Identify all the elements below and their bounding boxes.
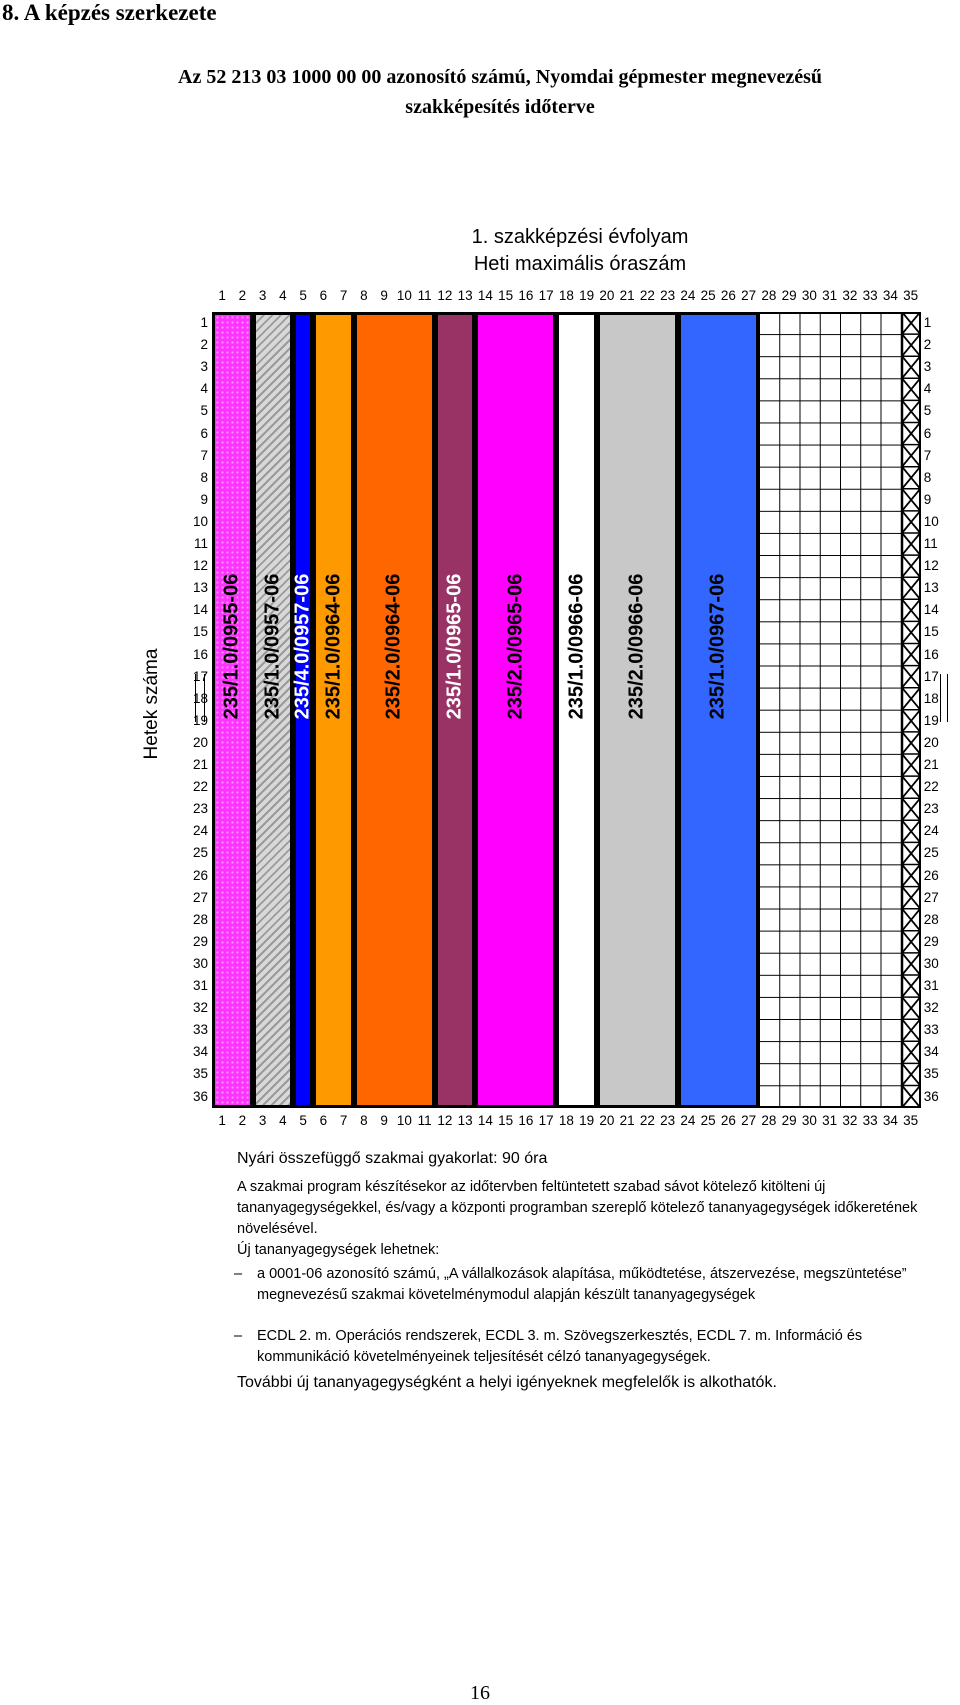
section-heading: 8. A képzés szerkezete — [2, 0, 217, 25]
hour-column-number-top: 5 — [299, 288, 307, 303]
week-row-number-right: 22 — [923, 779, 939, 795]
hour-column-number-top: 30 — [801, 288, 817, 303]
week-row-number-right: 34 — [923, 1044, 939, 1060]
week-row-number-right: 20 — [923, 734, 939, 750]
hour-column-number-top: 21 — [619, 288, 635, 303]
module-code-label: 235/2.0/0965-06 — [504, 573, 527, 720]
week-row-number-right: 25 — [923, 845, 939, 861]
document-title-line2: szakképesítés időterve — [405, 96, 595, 118]
hour-column-number-top: 12 — [437, 288, 453, 303]
hour-column-number-bottom: 4 — [279, 1112, 287, 1128]
module-band-5 — [354, 312, 435, 1108]
page-number: 16 — [470, 1682, 490, 1704]
hour-column-number-top: 35 — [903, 288, 919, 303]
hour-column-number-top: 11 — [417, 288, 432, 303]
hour-column-number-bottom: 27 — [741, 1112, 757, 1128]
hour-column-number-top: 31 — [822, 288, 838, 303]
hour-column-number-top: 34 — [882, 288, 898, 303]
bullet-dash: – — [234, 1266, 243, 1282]
free-band-grid — [759, 312, 921, 1108]
chart-header-line2: Heti maximális óraszám — [473, 253, 687, 275]
week-row-number-right: 9 — [923, 491, 932, 507]
week-row-number-right: 23 — [923, 801, 939, 817]
hour-column-number-bottom: 15 — [498, 1112, 514, 1128]
hour-column-number-top: 14 — [477, 288, 493, 303]
module-code-label: 235/1.0/0957-06 — [261, 573, 284, 720]
week-row-number-right: 2 — [923, 337, 932, 353]
summer-practice-note: Nyári összefüggő szakmai gyakorlat: 90 óra — [237, 1150, 548, 1167]
hour-column-number-bottom: 21 — [619, 1112, 635, 1128]
module-band-10 — [678, 312, 759, 1108]
hour-column-number-top: 7 — [339, 288, 348, 303]
hour-column-number-top: 22 — [639, 288, 655, 303]
week-row-number-left: 19 — [192, 712, 208, 728]
hour-column-number-bottom: 5 — [299, 1112, 307, 1128]
module-band-1 — [212, 312, 253, 1108]
week-row-number-right: 5 — [923, 403, 932, 419]
document-title — [100, 62, 900, 122]
week-row-number-left: 25 — [192, 845, 208, 861]
hour-column-number-top: 10 — [396, 288, 412, 303]
week-row-number-left: 12 — [192, 558, 208, 574]
week-row-number-right: 29 — [923, 933, 939, 949]
week-row-number-left: 20 — [192, 734, 208, 750]
hour-column-number-top: 29 — [781, 288, 797, 303]
week-row-number-left: 30 — [192, 955, 208, 971]
week-row-number-left: 1 — [200, 315, 208, 330]
week-row-number-right: 35 — [923, 1066, 939, 1082]
module-code-label: 235/1.0/0965-06 — [443, 573, 466, 720]
module-band-2 — [253, 312, 294, 1108]
hour-column-number-top: 1 — [218, 288, 226, 303]
chart-header — [380, 224, 780, 278]
week-row-number-left: 33 — [192, 1022, 208, 1038]
hour-column-number-top: 2 — [238, 288, 247, 303]
week-row-number-right: 11 — [923, 536, 938, 551]
week-row-number-left: 32 — [192, 1000, 208, 1016]
hour-column-number-bottom: 17 — [538, 1112, 554, 1128]
hour-column-number-bottom: 14 — [477, 1112, 493, 1128]
module-band-4 — [313, 312, 354, 1108]
week-row-number-left: 22 — [192, 779, 208, 795]
module-band-7 — [475, 312, 556, 1108]
hour-column-number-top: 3 — [258, 288, 267, 303]
week-row-number-left: 36 — [192, 1088, 208, 1104]
week-row-number-left: 9 — [200, 491, 208, 507]
hour-column-number-top: 17 — [538, 288, 554, 303]
hour-column-number-top: 4 — [279, 288, 287, 303]
week-row-number-right: 27 — [923, 889, 939, 905]
week-row-number-left: 35 — [192, 1066, 208, 1082]
hour-column-number-bottom: 3 — [258, 1112, 267, 1128]
week-row-number-left: 4 — [200, 381, 208, 397]
hour-column-number-top: 6 — [319, 288, 328, 303]
hour-column-number-bottom: 6 — [319, 1112, 328, 1128]
bullet-text: ECDL 2. m. Operációs rendszerek, ECDL 3. m. Szövegszerkesztés, ECDL 7. m. Információ és kommunikáció követelményeinek teljesítését célzó tananyagegységek. — [257, 1328, 863, 1365]
hour-column-number-bottom: 2 — [238, 1112, 247, 1128]
week-row-number-left: 28 — [192, 911, 208, 927]
week-row-number-right: 26 — [923, 867, 939, 883]
week-row-number-left: 23 — [192, 801, 208, 817]
week-row-number-left: 18 — [192, 690, 208, 706]
week-row-number-right: 7 — [923, 447, 932, 463]
y-axis-title: Hetek száma — [141, 648, 162, 760]
chart-header-line1: 1. szakképzési évfolyam — [471, 226, 689, 248]
hour-column-number-bottom: 24 — [680, 1112, 696, 1128]
week-row-number-left: 34 — [192, 1044, 208, 1060]
hour-column-number-top: 15 — [498, 288, 514, 303]
week-row-number-right: 12 — [923, 558, 939, 574]
new-unit-bullet-2 — [234, 1326, 927, 1368]
hour-column-number-bottom: 8 — [360, 1112, 368, 1128]
module-band-6 — [435, 312, 476, 1108]
week-row-number-left: 8 — [200, 469, 208, 485]
hour-column-number-bottom: 10 — [396, 1112, 412, 1128]
hour-column-number-bottom: 13 — [457, 1112, 473, 1128]
week-row-number-left: 5 — [200, 403, 208, 419]
module-code-label: 235/1.0/0964-06 — [322, 573, 344, 720]
week-row-number-left: 24 — [192, 823, 208, 839]
module-band-3 — [293, 312, 313, 1108]
notes — [234, 1148, 927, 1393]
hour-column-number-bottom: 32 — [842, 1112, 858, 1128]
week-row-number-right: 10 — [923, 513, 939, 529]
week-row-number-left: 17 — [192, 668, 208, 684]
hour-column-number-bottom: 30 — [801, 1112, 817, 1128]
week-row-number-left: 21 — [192, 757, 208, 772]
module-code-label: 235/2.0/0964-06 — [382, 573, 405, 720]
hour-column-number-bottom: 20 — [599, 1112, 615, 1128]
week-row-number-left: 14 — [192, 602, 208, 618]
week-row-number-left: 16 — [192, 646, 208, 662]
week-row-number-right: 33 — [923, 1022, 939, 1038]
week-row-number-left: 6 — [200, 425, 208, 441]
hour-column-number-bottom: 18 — [558, 1112, 574, 1128]
week-row-number-right: 24 — [923, 823, 939, 839]
blocked-column — [901, 312, 921, 1108]
week-row-number-right: 1 — [923, 315, 932, 330]
hour-column-number-bottom: 11 — [417, 1112, 432, 1128]
free-band-note: A szakmai program készítésekor az időtervben feltüntetett szabad sávot kötelező kitölteni új tananyagegységekkel, és/vagy a központi programban szereplő kötelező tananyagegységek időkeretének növelésével. — [237, 1179, 918, 1237]
hour-column-number-top: 28 — [761, 288, 777, 303]
week-row-number-left: 26 — [192, 867, 208, 883]
hour-column-number-bottom: 28 — [761, 1112, 777, 1128]
week-row-number-right: 21 — [923, 757, 939, 772]
document-title-line1: Az 52 213 03 1000 00 00 azonosító számú, Nyomdai gépmester megnevezésű — [178, 66, 822, 88]
hour-column-number-top: 8 — [360, 288, 368, 303]
week-row-number-right: 15 — [923, 624, 939, 640]
hour-column-number-bottom: 22 — [639, 1112, 655, 1128]
hour-column-number-bottom: 12 — [437, 1112, 453, 1128]
week-row-number-right: 28 — [923, 911, 939, 927]
hour-column-number-top: 13 — [457, 288, 473, 303]
week-row-number-right: 30 — [923, 955, 939, 971]
hour-column-number-bottom: 7 — [339, 1112, 348, 1128]
week-row-number-right: 16 — [923, 646, 939, 662]
module-band-8 — [556, 312, 597, 1108]
hour-column-number-top: 20 — [599, 288, 615, 303]
week-row-number-left: 29 — [192, 933, 208, 949]
hour-column-number-bottom: 19 — [579, 1112, 595, 1128]
hour-column-number-top: 23 — [660, 288, 676, 303]
week-row-number-left: 11 — [193, 536, 208, 551]
new-unit-bullet-1 — [234, 1264, 927, 1306]
hour-column-number-top: 16 — [518, 288, 534, 303]
module-band-9 — [597, 312, 678, 1108]
hour-column-number-top: 32 — [842, 288, 858, 303]
final-note: További új tananyagegységként a helyi igényeknek megfelelők is alkothatók. — [237, 1374, 777, 1391]
hour-column-number-bottom: 31 — [822, 1112, 838, 1128]
bullet-dash: – — [234, 1328, 243, 1344]
hour-column-number-top: 19 — [579, 288, 595, 303]
week-row-number-right: 14 — [923, 602, 939, 618]
hour-column-number-bottom: 35 — [903, 1112, 919, 1128]
hour-column-number-bottom: 33 — [862, 1112, 878, 1128]
week-row-number-right: 31 — [923, 978, 939, 993]
hour-column-number-bottom: 25 — [700, 1112, 716, 1128]
hour-column-number-bottom: 9 — [380, 1112, 388, 1128]
y-axis-marker-right — [940, 674, 948, 722]
week-row-number-left: 15 — [192, 624, 208, 640]
hour-column-number-top: 9 — [380, 288, 388, 303]
week-row-number-right: 17 — [923, 668, 939, 684]
module-code-label: 235/2.0/0966-06 — [625, 573, 648, 720]
hour-column-number-top: 24 — [680, 288, 696, 303]
week-row-number-left: 2 — [200, 337, 208, 353]
week-row-number-right: 13 — [923, 580, 939, 596]
module-code-label: 235/1.0/0966-06 — [565, 573, 587, 720]
hour-column-number-bottom: 23 — [660, 1112, 676, 1128]
week-row-number-right: 32 — [923, 1000, 939, 1016]
hour-column-number-top: 18 — [558, 288, 574, 303]
week-row-number-right: 18 — [923, 690, 939, 706]
week-row-number-right: 4 — [923, 381, 932, 397]
week-row-number-right: 3 — [923, 359, 932, 375]
week-row-number-left: 3 — [200, 359, 208, 375]
bullet-text: a 0001-06 azonosító számú, „A vállalkozások alapítása, működtetése, átszervezése, megszüntetése” megnevezésű szakmai követelménymodul alapján készült tananyagegységek — [257, 1266, 907, 1303]
hour-column-number-top: 25 — [700, 288, 716, 303]
hour-column-number-top: 27 — [741, 288, 757, 303]
week-row-number-left: 13 — [192, 580, 208, 596]
new-units-intro: Új tananyagegységek lehetnek: — [237, 1242, 440, 1258]
hour-column-number-bottom: 34 — [882, 1112, 898, 1128]
week-row-number-left: 27 — [192, 889, 208, 905]
hour-column-number-top: 26 — [720, 288, 736, 303]
week-row-number-right: 36 — [923, 1088, 939, 1104]
hour-column-number-bottom: 1 — [218, 1112, 226, 1128]
week-row-number-right: 19 — [923, 712, 939, 728]
module-code-label: 235/4.0/0957-06 — [291, 573, 314, 720]
week-row-number-left: 31 — [192, 978, 208, 993]
week-row-number-left: 7 — [200, 447, 208, 463]
module-code-label: 235/1.0/0967-06 — [706, 573, 729, 720]
week-row-number-right: 8 — [923, 469, 932, 485]
hour-column-number-bottom: 16 — [518, 1112, 534, 1128]
hour-column-number-bottom: 26 — [720, 1112, 736, 1128]
week-row-number-left: 10 — [192, 513, 208, 529]
module-code-label: 235/1.0/0955-06 — [220, 573, 243, 720]
hour-column-number-top: 33 — [862, 288, 878, 303]
hour-column-number-bottom: 29 — [781, 1112, 797, 1128]
week-row-number-right: 6 — [923, 425, 932, 441]
